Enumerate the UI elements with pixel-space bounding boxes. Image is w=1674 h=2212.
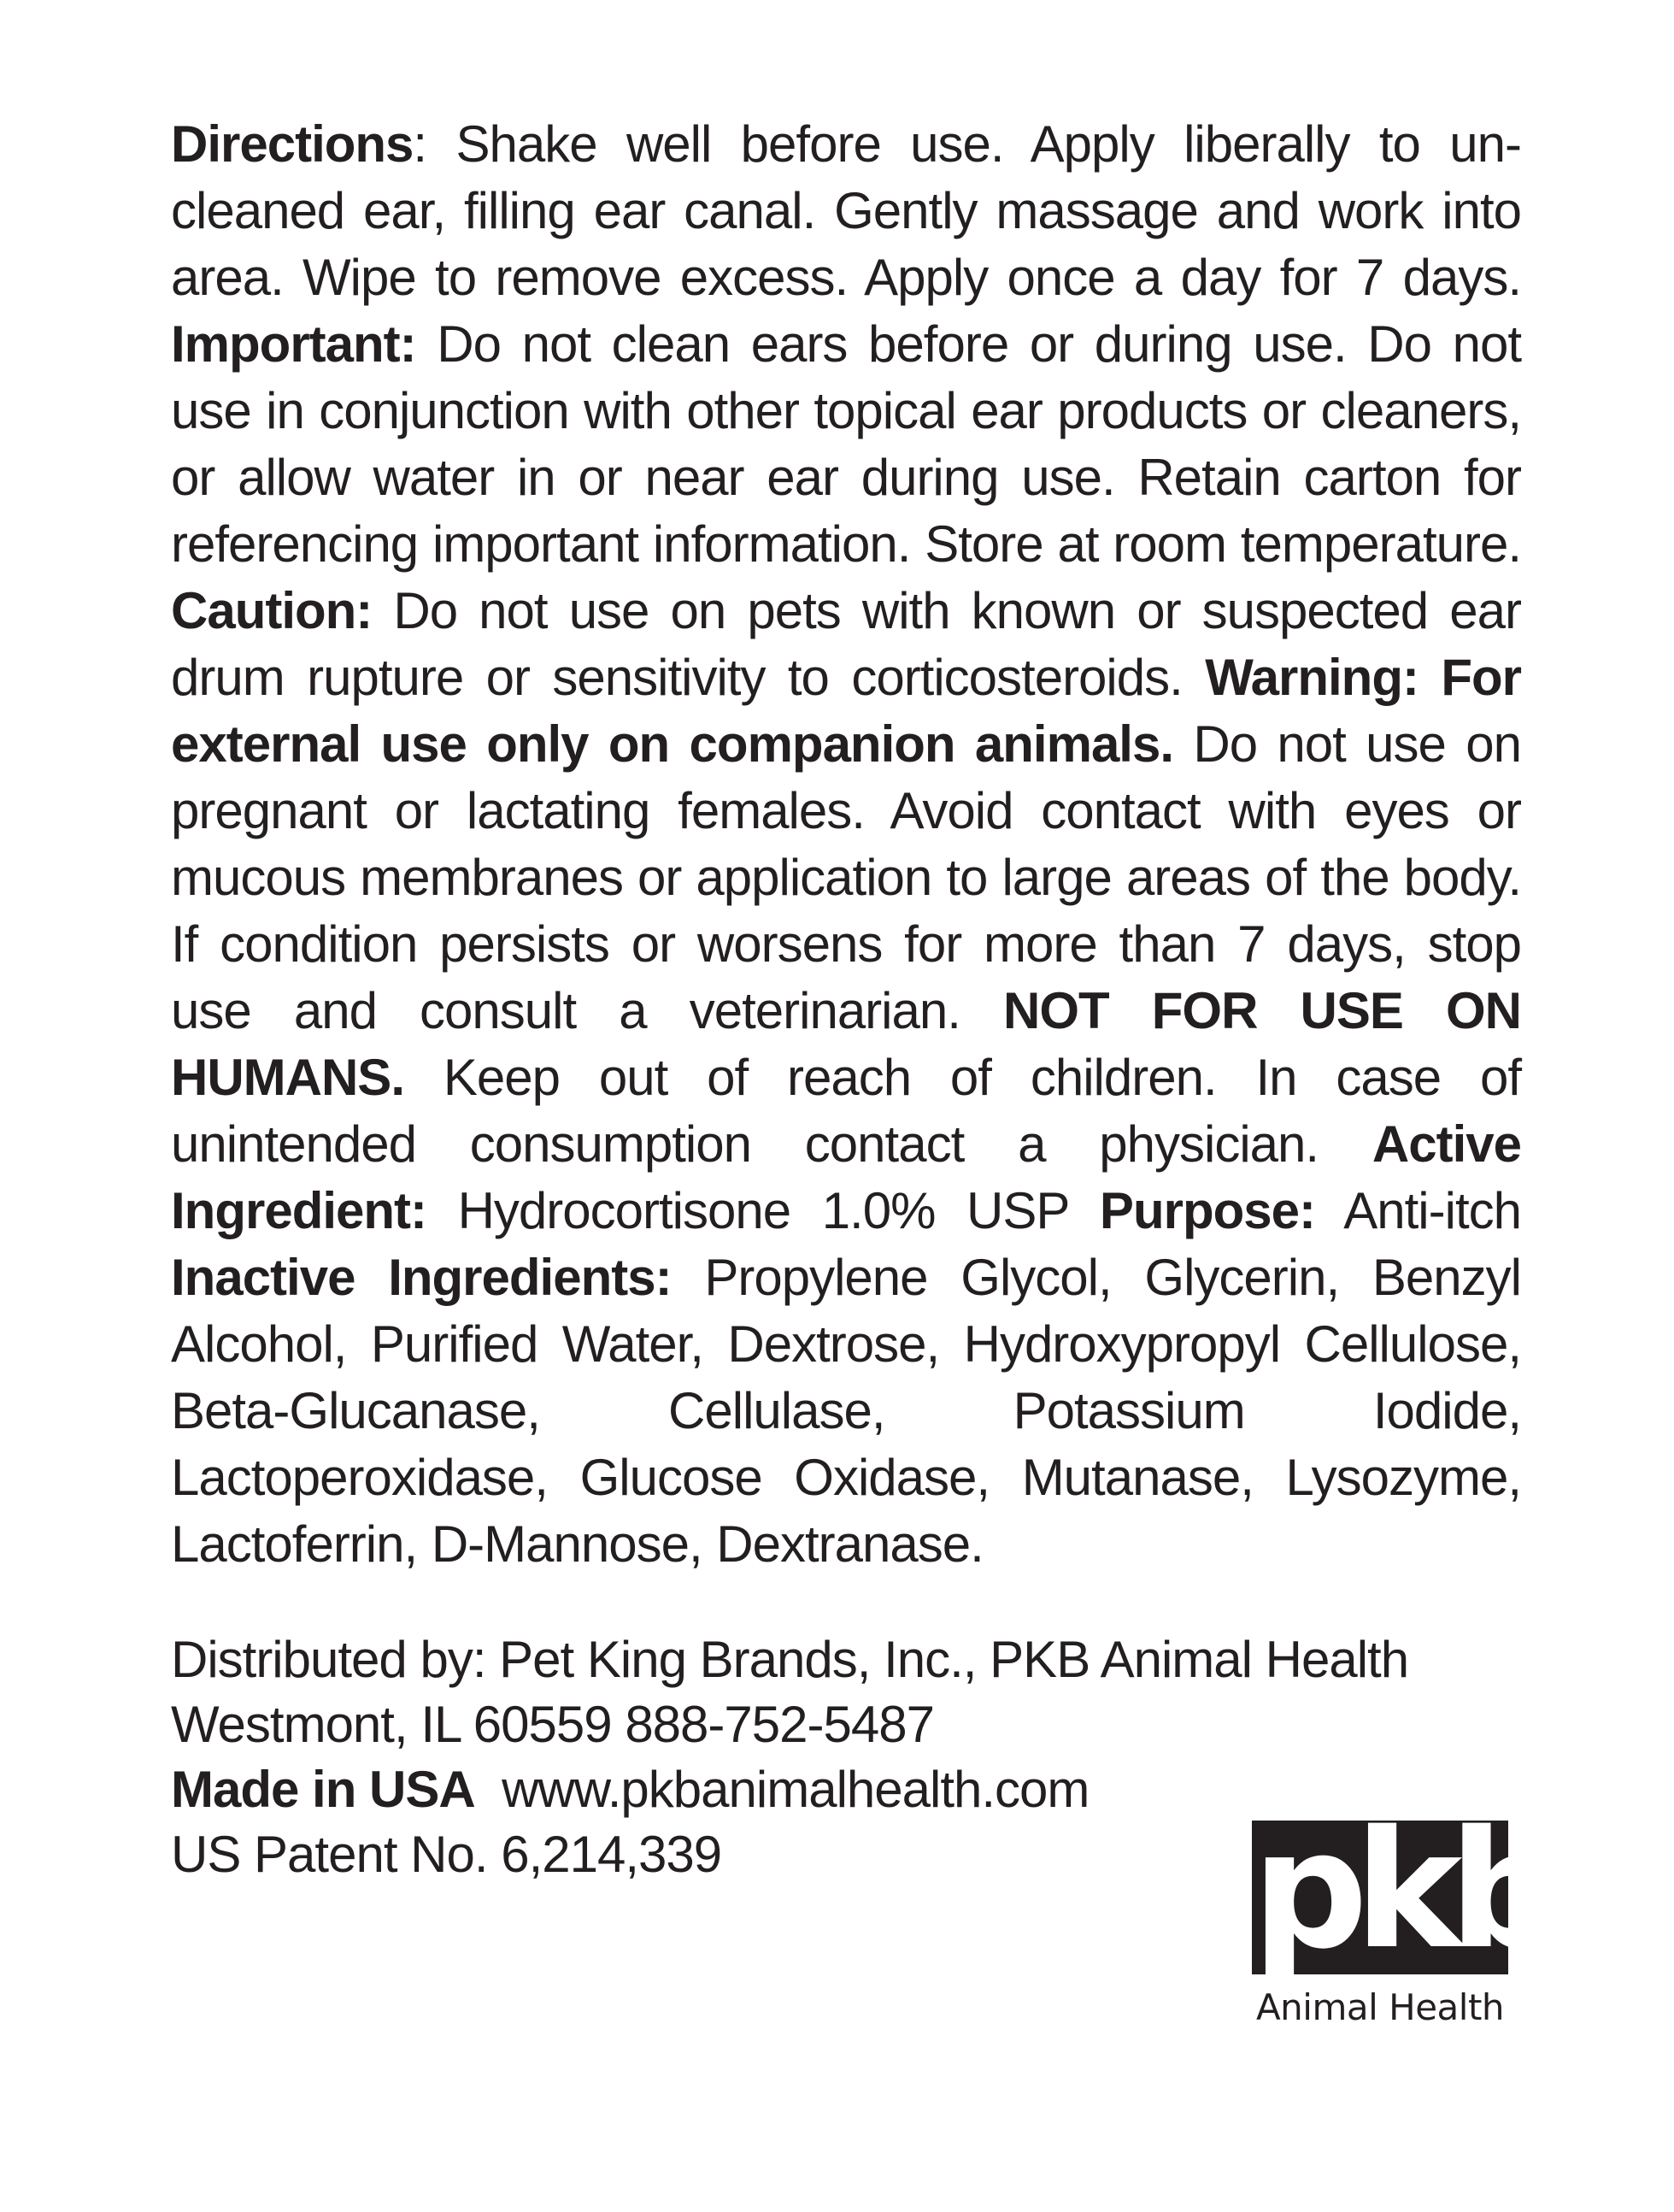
important-heading: Important: [171,315,416,373]
caution-heading: Caution: [171,582,373,639]
purpose-text: Anti-itch [1314,1182,1521,1239]
not-for-humans-heading: NOT FOR USE ON HUMANS. [171,982,1521,1106]
inactive-ingredients-heading: Inactive Ingredients: [171,1249,672,1306]
website-link[interactable]: www.pkbanimalhealth.com [502,1761,1090,1818]
directions-text: : Shake well before use. Apply liberally to un-cleaned ear, filling ear canal. Gently massage and work into area. Wipe to remove excess. Apply once a day for 7 days. [171,115,1521,306]
active-ingredient-text: Hydrocortisone 1.0% USP [426,1182,1100,1239]
pkb-logo-mark [1252,1796,1552,1985]
made-in-usa: Made in USA [171,1761,475,1818]
important-text: Do not clean ears before or during use. Do not use in conjunction with other topical ear products or cleaners, or allow water in or near ear during use. Retain carton for referencing important information. Store at room temperature. [171,315,1521,573]
patent-number: US Patent No. 6,214,339 [171,1826,722,1883]
warning-text: Do not use on pregnant or lactating females. Avoid contact with eyes or mucous membranes or application to large areas of the body. If condition persists or worsens for more than 7 days, stop use and consult a veterinarian. [171,715,1522,1039]
warning-heading: Warning: For external use only on companion animals. [171,649,1522,773]
inactive-ingredients-text: Propylene Glycol, Glycerin, Benzyl Alcohol, Purified Water, Dextrose, Hydroxypropyl Cellulose, Beta-Glucanase, Cellulase, Potassium Iodide, Lactoperoxidase, Glucose Oxidase, Mutanase, Lysozyme, Lactoferrin, D-Mannose, Dextranase. [171,1249,1521,1573]
active-ingredient-heading: Active Ingredient: [171,1115,1521,1239]
distributor-address: Westmont, IL 60559 888-752-5487 [171,1696,934,1753]
purpose-heading: Purpose: [1099,1182,1315,1239]
pkb-logo-text: pkb [1252,1796,1552,1985]
directions-heading: Directions [171,115,414,173]
pkb-logo [1252,1796,1552,2029]
pkb-logo-subtitle: Animal Health [1255,1986,1505,2028]
distributed-by: Distributed by: Pet King Brands, Inc., PKB Animal Health [171,1631,1409,1688]
caution-text: Do not use on pets with known or suspected ear drum rupture or sensitivity to corticosteroids. [171,582,1521,706]
keep-out-text: Keep out of reach of children. In case of unintended consumption contact a physician. [171,1049,1521,1173]
directions-paragraph [171,111,1521,1578]
